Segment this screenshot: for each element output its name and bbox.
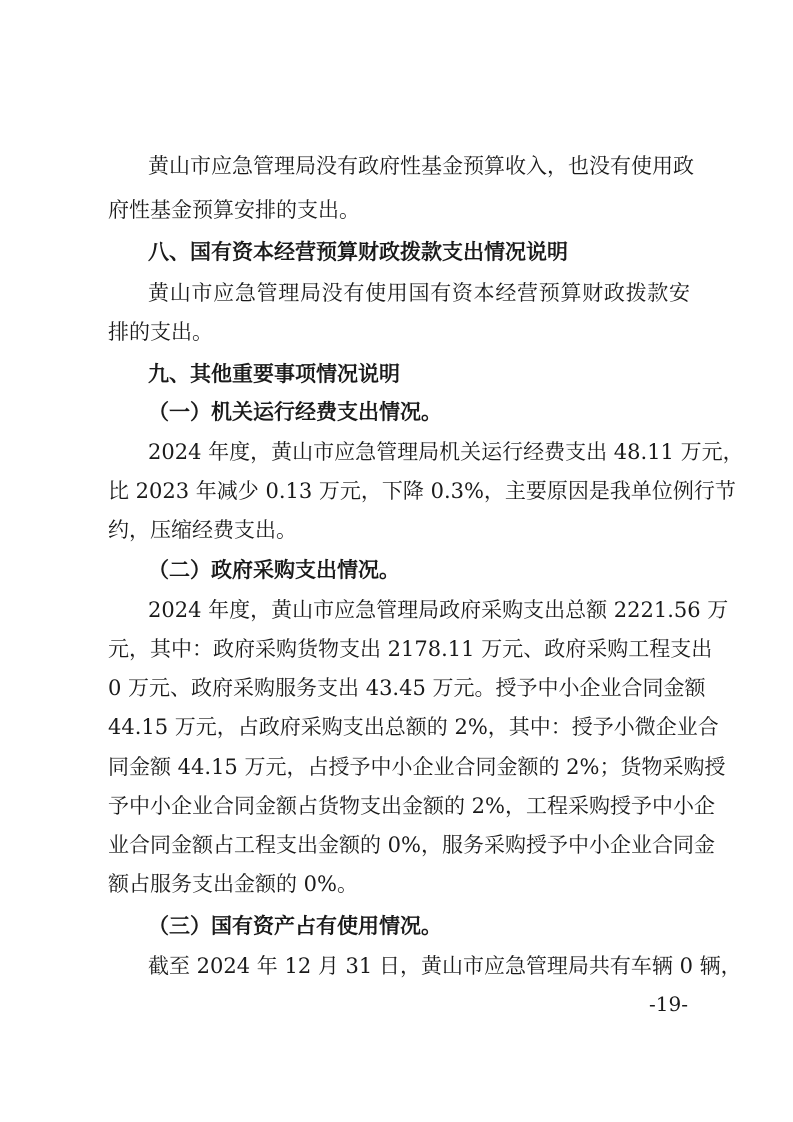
paragraph-state-capital-line-1: 黄山市应急管理局没有使用国有资本经营预算财政拨款安 (148, 281, 690, 305)
paragraph-assets-line-1: 截至 2024 年 12 月 31 日，黄山市应急管理局共有车辆 0 辆， (148, 954, 742, 978)
paragraph-procurement-line-2: 元，其中：政府采购货物支出 2178.11 万元、政府采购工程支出 (108, 637, 713, 661)
page-number: -19- (649, 992, 688, 1016)
paragraph-operating-expense-line-2: 比 2023 年减少 0.13 万元，下降 0.3%，主要原因是我单位例行节 (108, 479, 736, 503)
paragraph-procurement-line-7: 业合同金额占工程支出金额的 0%，服务采购授予中小企业合同金 (108, 833, 715, 857)
paragraph-procurement-line-4: 44.15 万元，占政府采购支出总额的 2%，其中：授予小微企业合 (108, 715, 719, 739)
paragraph-procurement-line-3: 0 万元、政府采购服务支出 43.45 万元。授予中小企业合同金额 (108, 676, 706, 700)
paragraph-procurement-line-1: 2024 年度，黄山市应急管理局政府采购支出总额 2221.56 万 (148, 598, 729, 622)
section-heading-9: 九、其他重要事项情况说明 (148, 362, 400, 386)
paragraph-procurement-line-6: 予中小企业合同金额占货物支出金额的 2%，工程采购授予中小企 (108, 794, 715, 818)
paragraph-procurement-line-8: 额占服务支出金额的 0%。 (108, 872, 358, 896)
paragraph-state-capital-line-2: 排的支出。 (108, 320, 213, 344)
subsection-heading-9-1: （一）机关运行经费支出情况。 (148, 400, 442, 424)
paragraph-government-fund-line-2: 府性基金预算安排的支出。 (108, 198, 360, 222)
paragraph-government-fund-line-1: 黄山市应急管理局没有政府性基金预算收入，也没有使用政 (148, 154, 694, 178)
paragraph-operating-expense-line-1: 2024 年度，黄山市应急管理局机关运行经费支出 48.11 万元， (148, 440, 744, 464)
paragraph-operating-expense-line-3: 约，压缩经费支出。 (108, 518, 297, 542)
section-heading-8: 八、国有资本经营预算财政拨款支出情况说明 (148, 240, 568, 264)
paragraph-procurement-line-5: 同金额 44.15 万元，占授予中小企业合同金额的 2%；货物采购授 (108, 755, 726, 779)
subsection-heading-9-2: （二）政府采购支出情况。 (148, 558, 400, 582)
subsection-heading-9-3: （三）国有资产占有使用情况。 (148, 914, 442, 938)
